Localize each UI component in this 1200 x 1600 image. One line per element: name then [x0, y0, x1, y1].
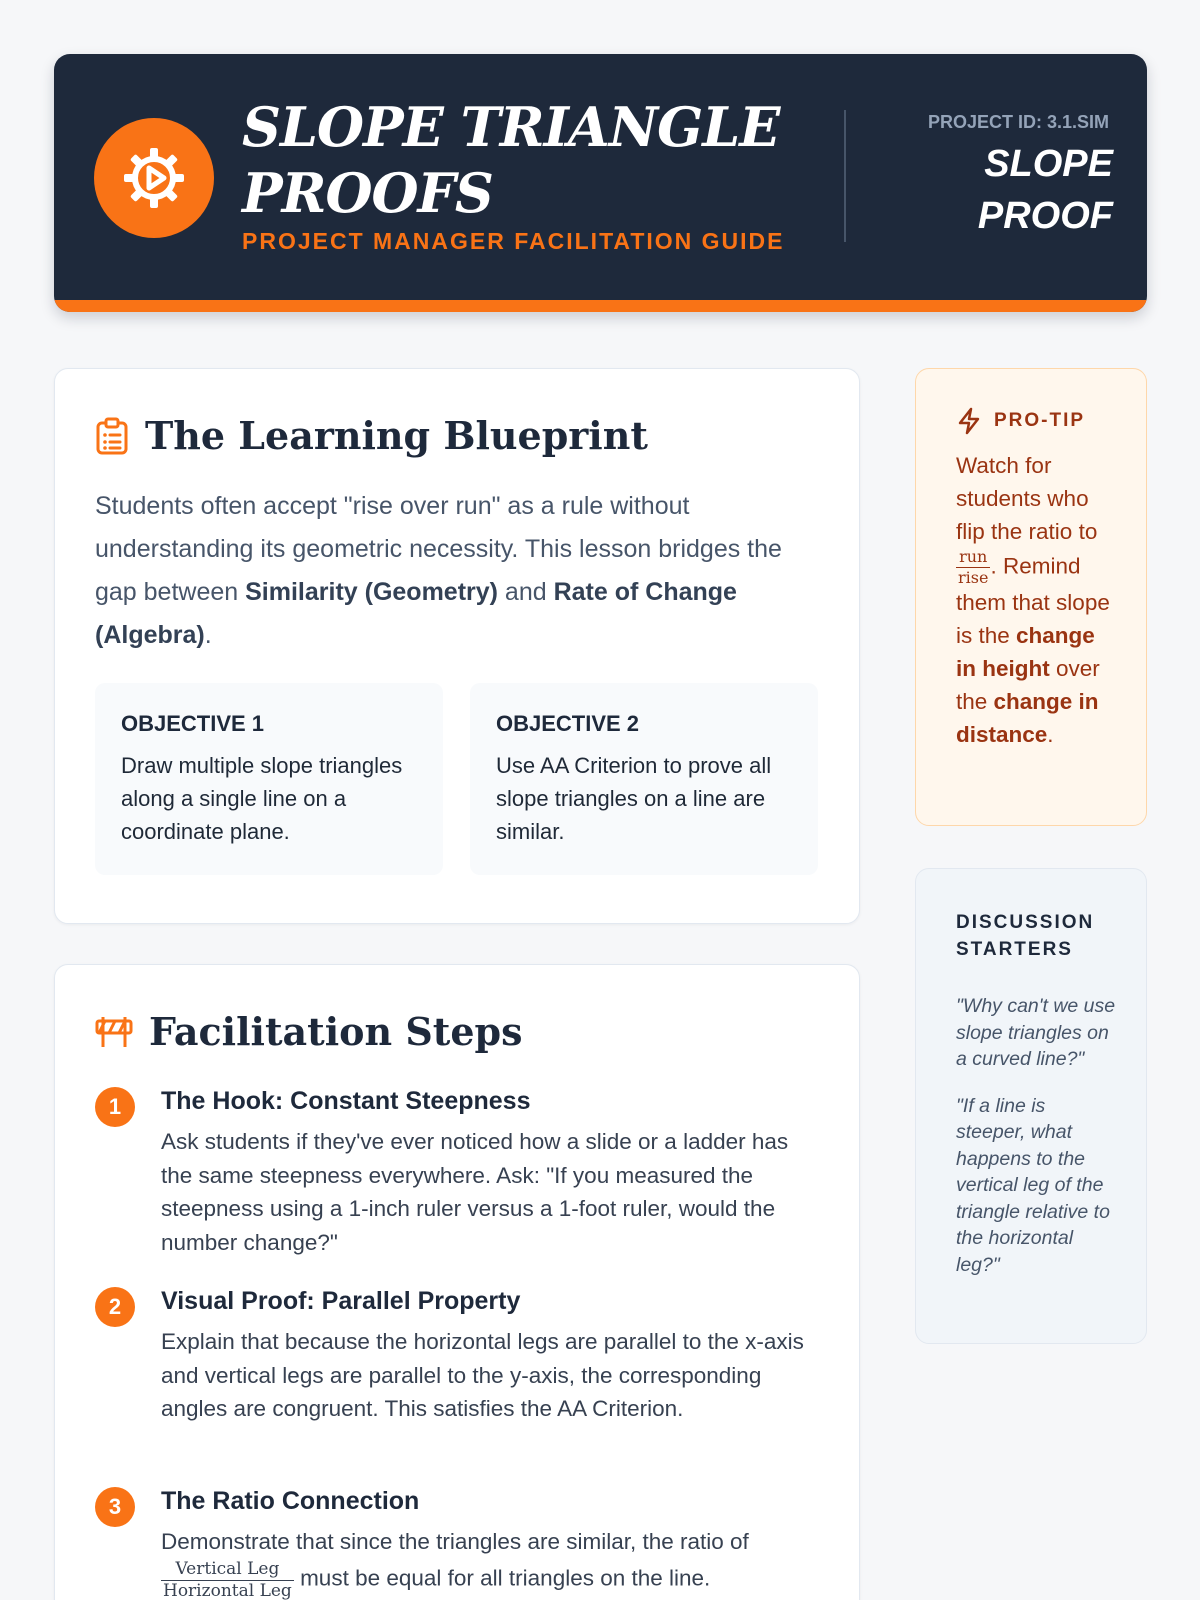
objective-label: OBJECTIVE 2: [496, 711, 640, 736]
protip-text: [956, 449, 1116, 752]
discussion-label: DISCUSSION STARTERS: [956, 912, 1095, 960]
protip-card: [915, 368, 1147, 826]
protip-text-part: .: [1047, 722, 1054, 748]
step-text: Explain that because the horizontal legs are parallel to the x-axis and vertical legs are parallel to the y-axis, the corresponding angles are congruent. This satisfies the AA Criterion.: [161, 1329, 804, 1421]
protip-bold-height: change in height: [956, 622, 1095, 682]
fraction-denominator: Horizontal Leg: [163, 1580, 292, 1600]
facilitation-card: [54, 964, 860, 1600]
blueprint-heading: The Learning Blueprint: [145, 413, 648, 458]
intro-text: and: [497, 578, 554, 606]
protip-text-part: Watch for students who flip the ratio to: [956, 453, 1098, 545]
blueprint-card: [54, 368, 860, 924]
protip-bold-distance: change in distance: [956, 689, 1099, 748]
protip-label: PRO-TIP: [994, 410, 1086, 431]
facilitation-heading: Facilitation Steps: [149, 1009, 523, 1054]
fraction-numerator: Vertical Leg: [161, 1561, 294, 1581]
intro-text: .: [204, 621, 212, 649]
step-title: The Ratio Connection: [161, 1487, 420, 1515]
step-text: [161, 1525, 811, 1600]
header-divider: [844, 110, 846, 242]
step-number-badge: 2: [95, 1287, 135, 1327]
step-number-badge: 1: [95, 1087, 135, 1127]
fraction-numerator: run: [956, 549, 990, 568]
gear-icon: [122, 146, 186, 210]
step-title: Visual Proof: Parallel Property: [161, 1287, 521, 1315]
discussion-quote: "Why can't we use slope triangles on a curved line?": [956, 995, 1116, 1070]
intro-text: Students often accept "rise over run" as a rule without understanding its geometric necessity. This lesson bridges the gap between: [95, 492, 782, 606]
protip-text-part: . Remind them that slope is the: [956, 553, 1110, 648]
project-name: SLOPE PROOF: [977, 143, 1113, 237]
objective-text: Draw multiple slope triangles along a single line on a coordinate plane.: [121, 753, 403, 844]
step-text-part: Demonstrate that since the triangles are similar, the ratio of: [161, 1529, 749, 1554]
page-subtitle: PROJECT MANAGER FACILITATION GUIDE: [242, 228, 785, 254]
step-text-part: must be equal for all triangles on the line.: [293, 1564, 711, 1590]
flipped-ratio-fraction: [956, 546, 990, 587]
intro-bold-geometry: Similarity (Geometry): [245, 578, 498, 606]
protip-text-part: over the: [956, 656, 1100, 715]
page-title: SLOPE TRIANGLE PROOFS: [242, 95, 780, 225]
objective-card-2: [470, 683, 818, 875]
step-title: The Hook: Constant Steepness: [161, 1087, 531, 1115]
logo-badge: [94, 118, 214, 238]
objective-text: Use AA Criterion to prove all slope triangles on a line are similar.: [496, 753, 772, 844]
header-banner: [54, 54, 1147, 312]
objective-card-1: [95, 683, 443, 875]
fraction-denominator: rise: [958, 567, 989, 587]
project-id: PROJECT ID: 3.1.SIM: [927, 112, 1109, 132]
lightning-icon: [956, 407, 982, 435]
discussion-card: [915, 868, 1147, 1344]
ratio-fraction: [161, 1558, 294, 1600]
protip-header: [956, 407, 1116, 435]
blueprint-intro: [95, 485, 795, 657]
step-number-badge: 3: [95, 1487, 135, 1527]
blueprint-heading-row: [95, 413, 648, 458]
clipboard-list-icon: [95, 417, 129, 455]
discussion-quote: "If a line is steeper, what happens to the vertical leg of the triangle relative to the horizontal leg?": [956, 1094, 1110, 1276]
facilitation-heading-row: [95, 1009, 522, 1054]
header-accent-bar: [54, 300, 1147, 312]
step-text: Ask students if they've ever noticed how a slide or a ladder has the same steepness everywhere. Ask: "If you measured the steepness using a 1-inch ruler versus a 1-foot ruler, would the number change?": [161, 1129, 789, 1255]
intro-bold-algebra: Rate of Change (Algebra): [95, 578, 737, 649]
barrier-icon: [95, 1015, 133, 1049]
objective-label: OBJECTIVE 1: [121, 711, 265, 736]
